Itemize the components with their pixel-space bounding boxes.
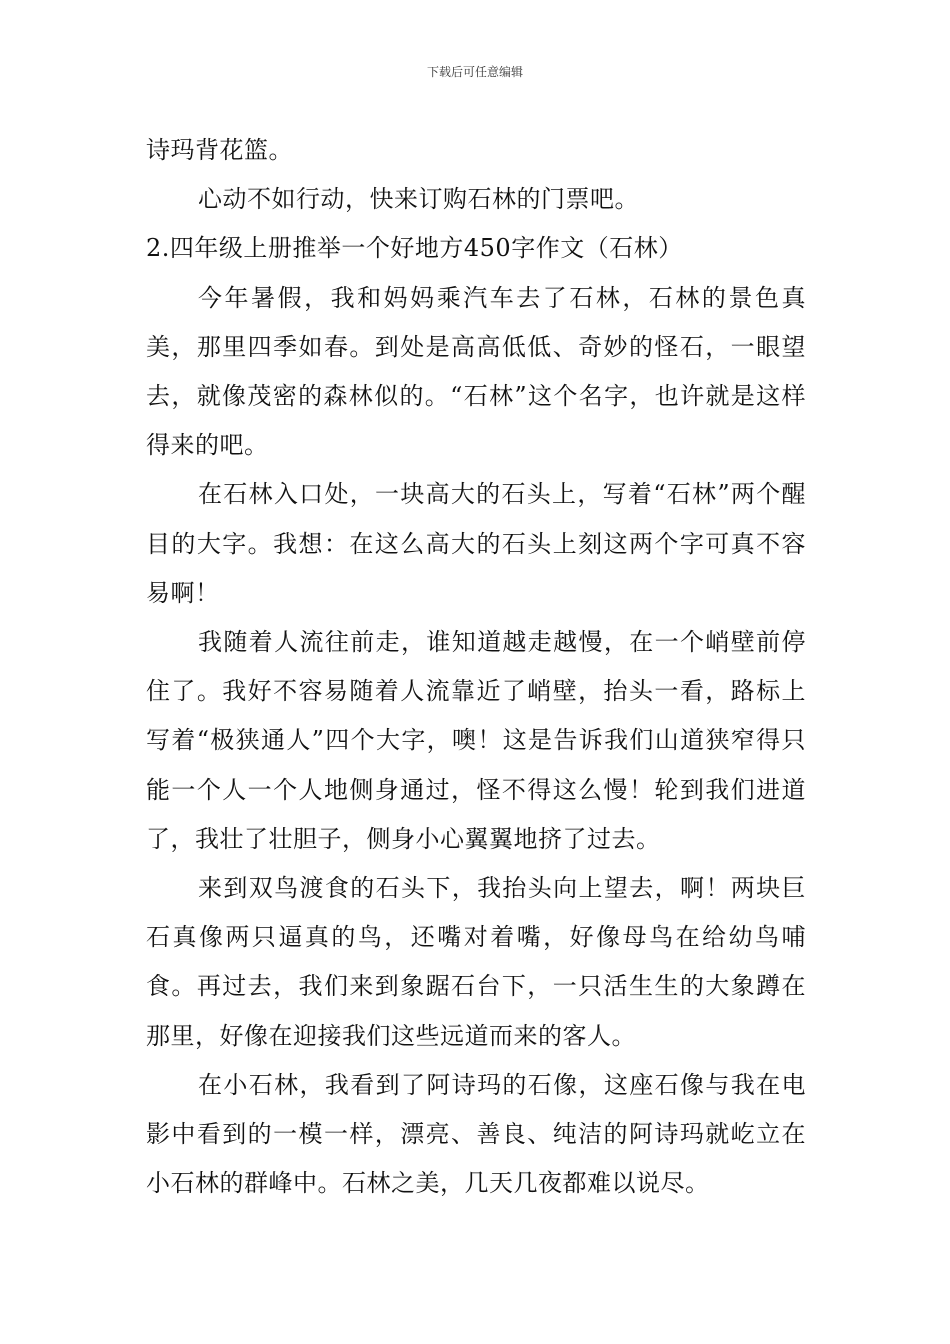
section-heading: 2.四年级上册推举一个好地方450字作文（石林） [146, 234, 683, 263]
paragraph: 在石林入口处，一块高大的石头上，写着“石林”两个醒目的大字。我想：在这么高大的石头上刻这两个字可真不容易啊！ [146, 480, 806, 607]
paragraph: 我随着人流往前走，谁知道越走越慢，在一个峭壁前停住了。我好不容易随着人流靠近了峭壁，抬头一看，路标上写着“极狭通人”四个大字，噢！这是告诉我们山道狭窄得只能一个人一个人地侧身通过，怪不得这么慢！轮到我们进道了，我壮了壮胆子，侧身小心翼翼地挤了过去。 [146, 628, 806, 853]
document-body [146, 126, 806, 1208]
paragraph: 来到双鸟渡食的石头下，我抬头向上望去，啊！两块巨石真像两只逼真的鸟，还嘴对着嘴，好像母鸟在给幼鸟哺食。再过去，我们来到象踞石台下，一只活生生的大象蹲在那里，好像在迎接我们这些远道而来的客人。 [146, 874, 806, 1050]
paragraph: 在小石林，我看到了阿诗玛的石像，这座石像与我在电影中看到的一模一样，漂亮、善良、纯洁的阿诗玛就屹立在小石林的群峰中。石林之美，几天几夜都难以说尽。 [146, 1070, 806, 1198]
paragraph: 今年暑假，我和妈妈乘汽车去了石林，石林的景色真美，那里四季如春。到处是高高低低、奇妙的怪石，一眼望去，就像茂密的森林似的。“石林”这个名字，也许就是这样得来的吧。 [146, 283, 806, 460]
paragraph-continuation: 诗玛背花篮。 [146, 136, 293, 164]
paragraph-closing-call: 心动不如行动，快来订购石林的门票吧。 [198, 185, 639, 214]
page-header: 下载后可任意编辑 [426, 65, 523, 79]
